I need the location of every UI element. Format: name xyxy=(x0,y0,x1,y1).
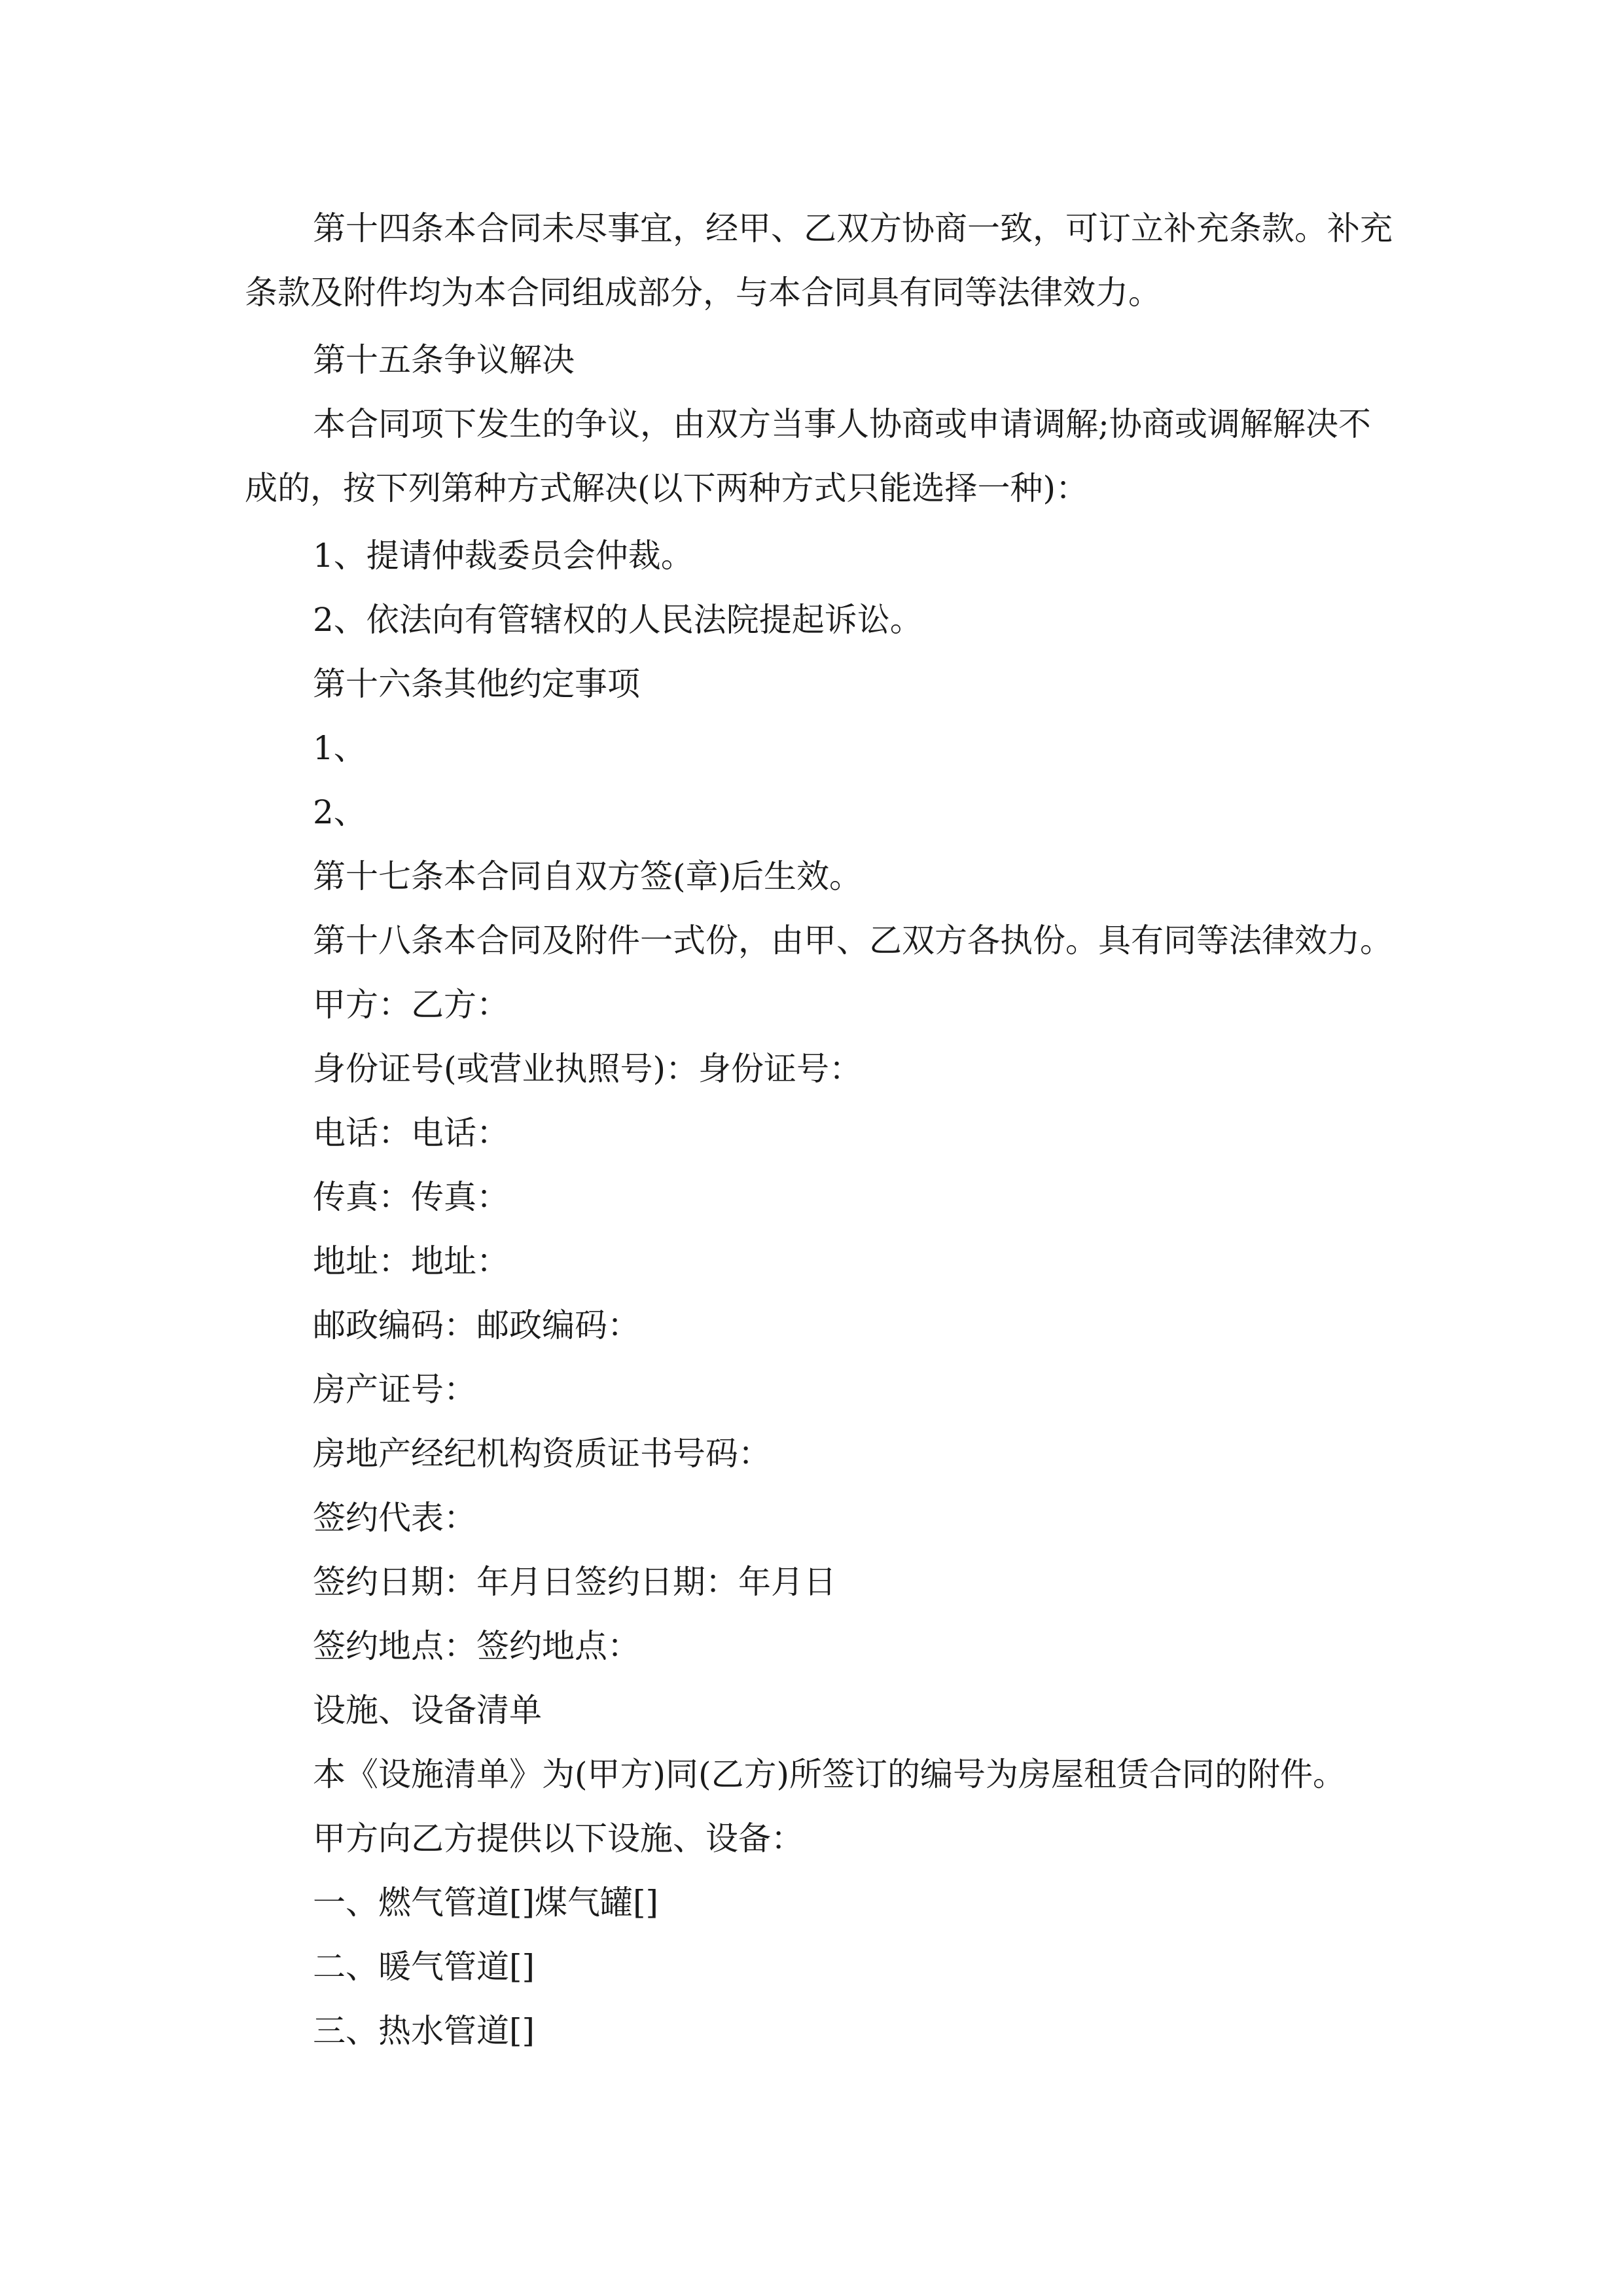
phone-line: 电话：电话： xyxy=(313,1114,509,1152)
property-certificate-line: 房产证号： xyxy=(313,1371,476,1408)
party-line: 甲方：乙方： xyxy=(313,986,509,1024)
signing-date-line: 签约日期：年月日签约日期：年月日 xyxy=(313,1563,836,1601)
clause-16-heading: 第十六条其他约定事项 xyxy=(313,665,640,703)
litigation-option: 2、依法向有管辖权的人民法院提起诉讼。 xyxy=(313,601,923,639)
facility-item-gas: 一、燃气管道[]煤气罐[] xyxy=(313,1884,659,1922)
facility-list-heading: 设施、设备清单 xyxy=(313,1691,542,1729)
fax-line: 传真：传真： xyxy=(313,1178,509,1216)
facility-item-heating: 二、暖气管道[] xyxy=(313,1948,535,1986)
facility-provision-line: 甲方向乙方提供以下设施、设备： xyxy=(313,1820,804,1857)
arbitration-option: 1、提请仲裁委员会仲裁。 xyxy=(313,537,694,575)
other-item-1: 1、 xyxy=(313,729,366,767)
signing-place-line: 签约地点：签约地点： xyxy=(313,1627,640,1665)
other-item-2: 2、 xyxy=(313,793,366,831)
address-line: 地址：地址： xyxy=(313,1242,509,1280)
id-number-line: 身份证号(或营业执照号)：身份证号： xyxy=(313,1050,863,1088)
clause-18-paragraph: 第十八条本合同及附件一式份，由甲、乙双方各执份。具有同等法律效力。 xyxy=(313,922,1393,960)
facility-list-intro: 本《设施清单》为(甲方)同(乙方)所签订的编号为房屋租赁合同的附件。 xyxy=(313,1755,1346,1793)
facility-item-hot-water: 三、热水管道[] xyxy=(313,2012,535,2050)
dispute-resolution-paragraph: 本合同项下发生的争议，由双方当事人协商或申请调解;协商或调解解决不成的，按下列第种方式解决(以下两种方式只能选择一种)： xyxy=(245,405,1371,507)
signing-representative-line: 签约代表： xyxy=(313,1499,476,1537)
clause-14-paragraph: 第十四条本合同未尽事宜，经甲、乙双方协商一致，可订立补充条款。补充条款及附件均为本合同组成部分，与本合同具有同等法律效力。 xyxy=(245,209,1393,312)
agency-license-line: 房地产经纪机构资质证书号码： xyxy=(313,1435,771,1473)
clause-15-heading: 第十五条争议解决 xyxy=(313,341,575,379)
document-body xyxy=(245,196,1397,2063)
postal-code-line: 邮政编码：邮政编码： xyxy=(313,1306,640,1344)
clause-17-paragraph: 第十七条本合同自双方签(章)后生效。 xyxy=(313,857,863,895)
